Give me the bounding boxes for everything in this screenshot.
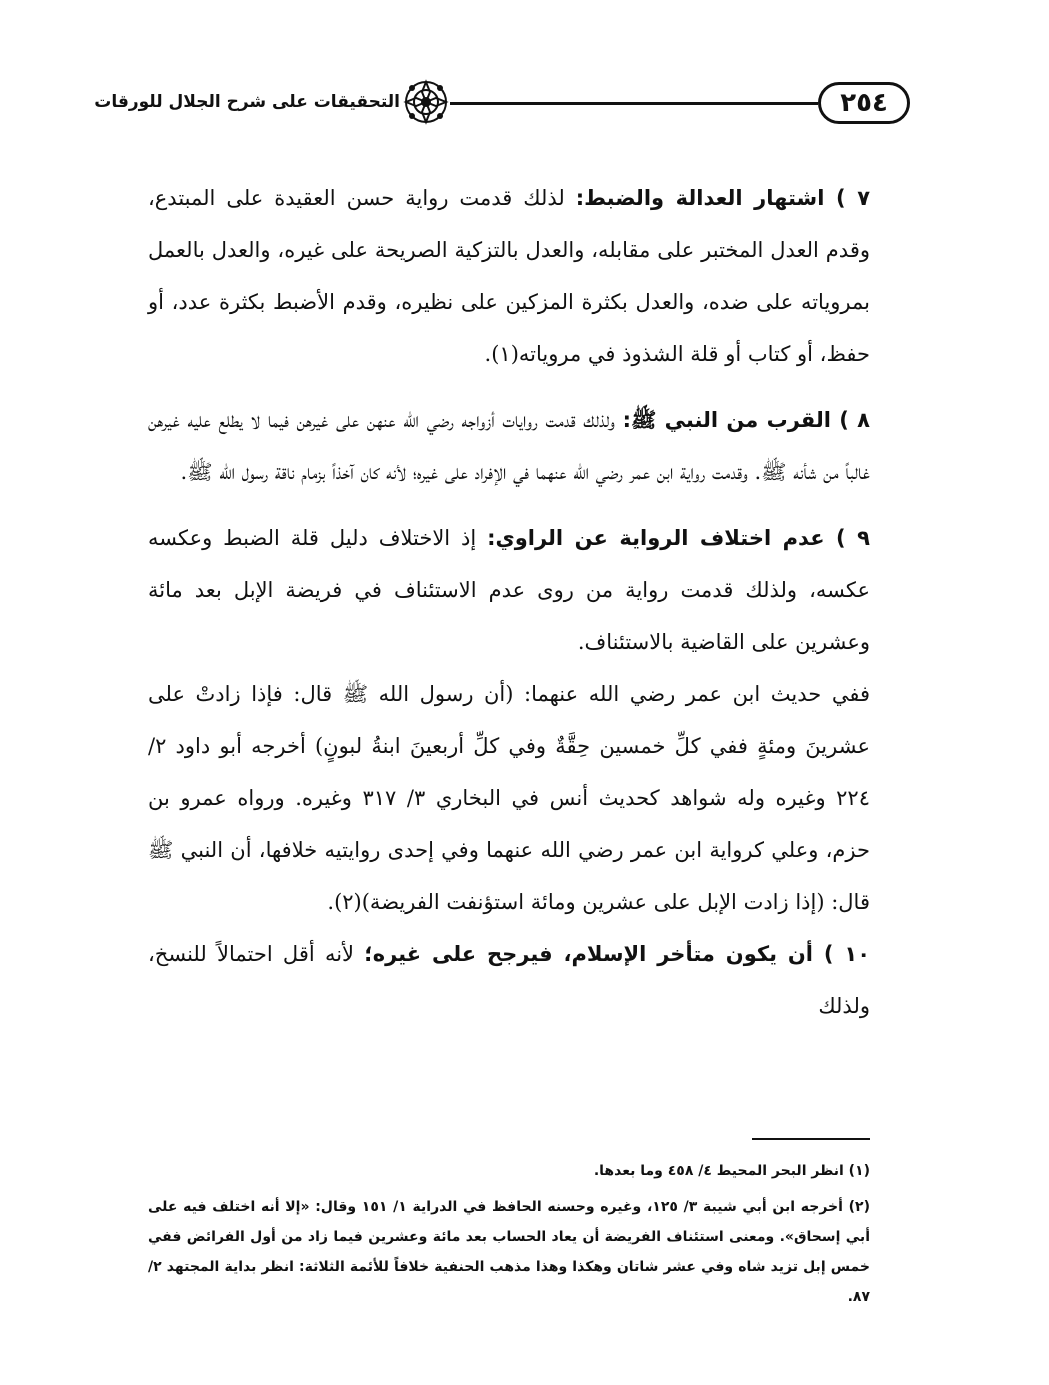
item-text: إذ الاختلاف دليل قلة الضبط وعكسه عكسه، ولذلك قدمت رواية من روى عدم الاستئناف في فريضة الإبل بعد مائة وعشرين على القاضية بالاستئناف. xyxy=(148,526,870,654)
floral-ornament-icon xyxy=(402,78,450,126)
footnote-1: (١) انظر البحر المحيط ٤/ ٤٥٨ وما بعدها. xyxy=(593,1163,870,1179)
item-lead: ٨ ) القرب من النبي ﷺ: xyxy=(622,408,870,432)
footnote-separator xyxy=(752,1138,870,1140)
item-8 xyxy=(148,394,870,498)
page-number: ٢٥٤ xyxy=(818,82,910,124)
running-title: التحقيقات على شرح الجلال للورقات xyxy=(94,92,400,112)
footnote-2: (٢) أخرجه ابن أبي شيبة ٣/ ١٢٥، وغيره وحسنه الحافظ في الدراية ١/ ١٥١ وقال: «إلا أنه اختلف فيه على أبي إسحاق». ومعنى استئناف الفريضة أن يعاد الحساب بعد مائة وعشرين فيما زاد من أول الفرائض ففي خمس إبل تزيد شاه وفي عشر شاتان وهكذا وهذا مذهب الحنفية خلافاً للأئمة الثلاثة: انظر بداية المجتهد ٢/ ٨٧. xyxy=(148,1199,870,1305)
item-9 xyxy=(148,512,870,668)
item-7 xyxy=(148,172,870,380)
item-lead: ٩ ) عدم اختلاف الرواية عن الراوي: xyxy=(487,526,870,550)
item-text: ولذلك قدمت روايات أزواجه رضي الله عنهن على غيرهن فيما لا يطلع عليه غيرهن غالباً من شأنه ﷺ. وقدمت رواية ابن عمر رضي الله عنهما في الإفراد على غيره؛ لأنه كان آخذاً بزمام ناقة رسول الله ﷺ. xyxy=(148,408,870,484)
item-lead: ٧ ) اشتهار العدالة والضبط: xyxy=(575,186,871,210)
item-text: لذلك قدمت رواية حسن العقيدة على المبتدع، وقدم العدل المختبر على مقابله، والعدل بالتزكية الصريحة على غيره، والعدل بالعمل بمروياته على ضده، والعدل بكثرة المزكين على نظيره، وقدم الأضبط بكثرة عدد، أو حفظ، أو كتاب أو قلة الشذوذ في مروياته(١). xyxy=(148,186,870,366)
item-lead: ١٠ ) أن يكون متأخر الإسلام، فيرجح على غيره؛ xyxy=(364,942,871,966)
footnotes xyxy=(148,1156,870,1312)
page-header xyxy=(94,78,910,134)
item-10 xyxy=(148,928,870,1032)
hadith-paragraph: ففي حديث ابن عمر رضي الله عنهما: (أن رسول الله ﷺ قال: فإذا زادتْ على عشرينَ ومئةٍ ففي كلِّ خمسين حِقَّةٌ وفي كلِّ أربعينَ ابنةُ لبونٍ) أخرجه أبو داود ٢/ ٢٢٤ وغيره وله شواهد كحديث أنس في البخاري ٣/ ٣١٧ وغيره. ورواه عمرو بن حزم، وعلي كرواية ابن عمر رضي الله عنهما وفي إحدى روايتيه خلافها، أن النبي ﷺ قال: (إذا زادت الإبل على عشرين ومائة استؤنفت الفريضة)(٢). xyxy=(148,682,870,914)
header-rule xyxy=(450,102,818,105)
item-text: لأنه أقل احتمالاً للنسخ، ولذلك xyxy=(148,942,870,1018)
main-text xyxy=(148,172,870,1032)
